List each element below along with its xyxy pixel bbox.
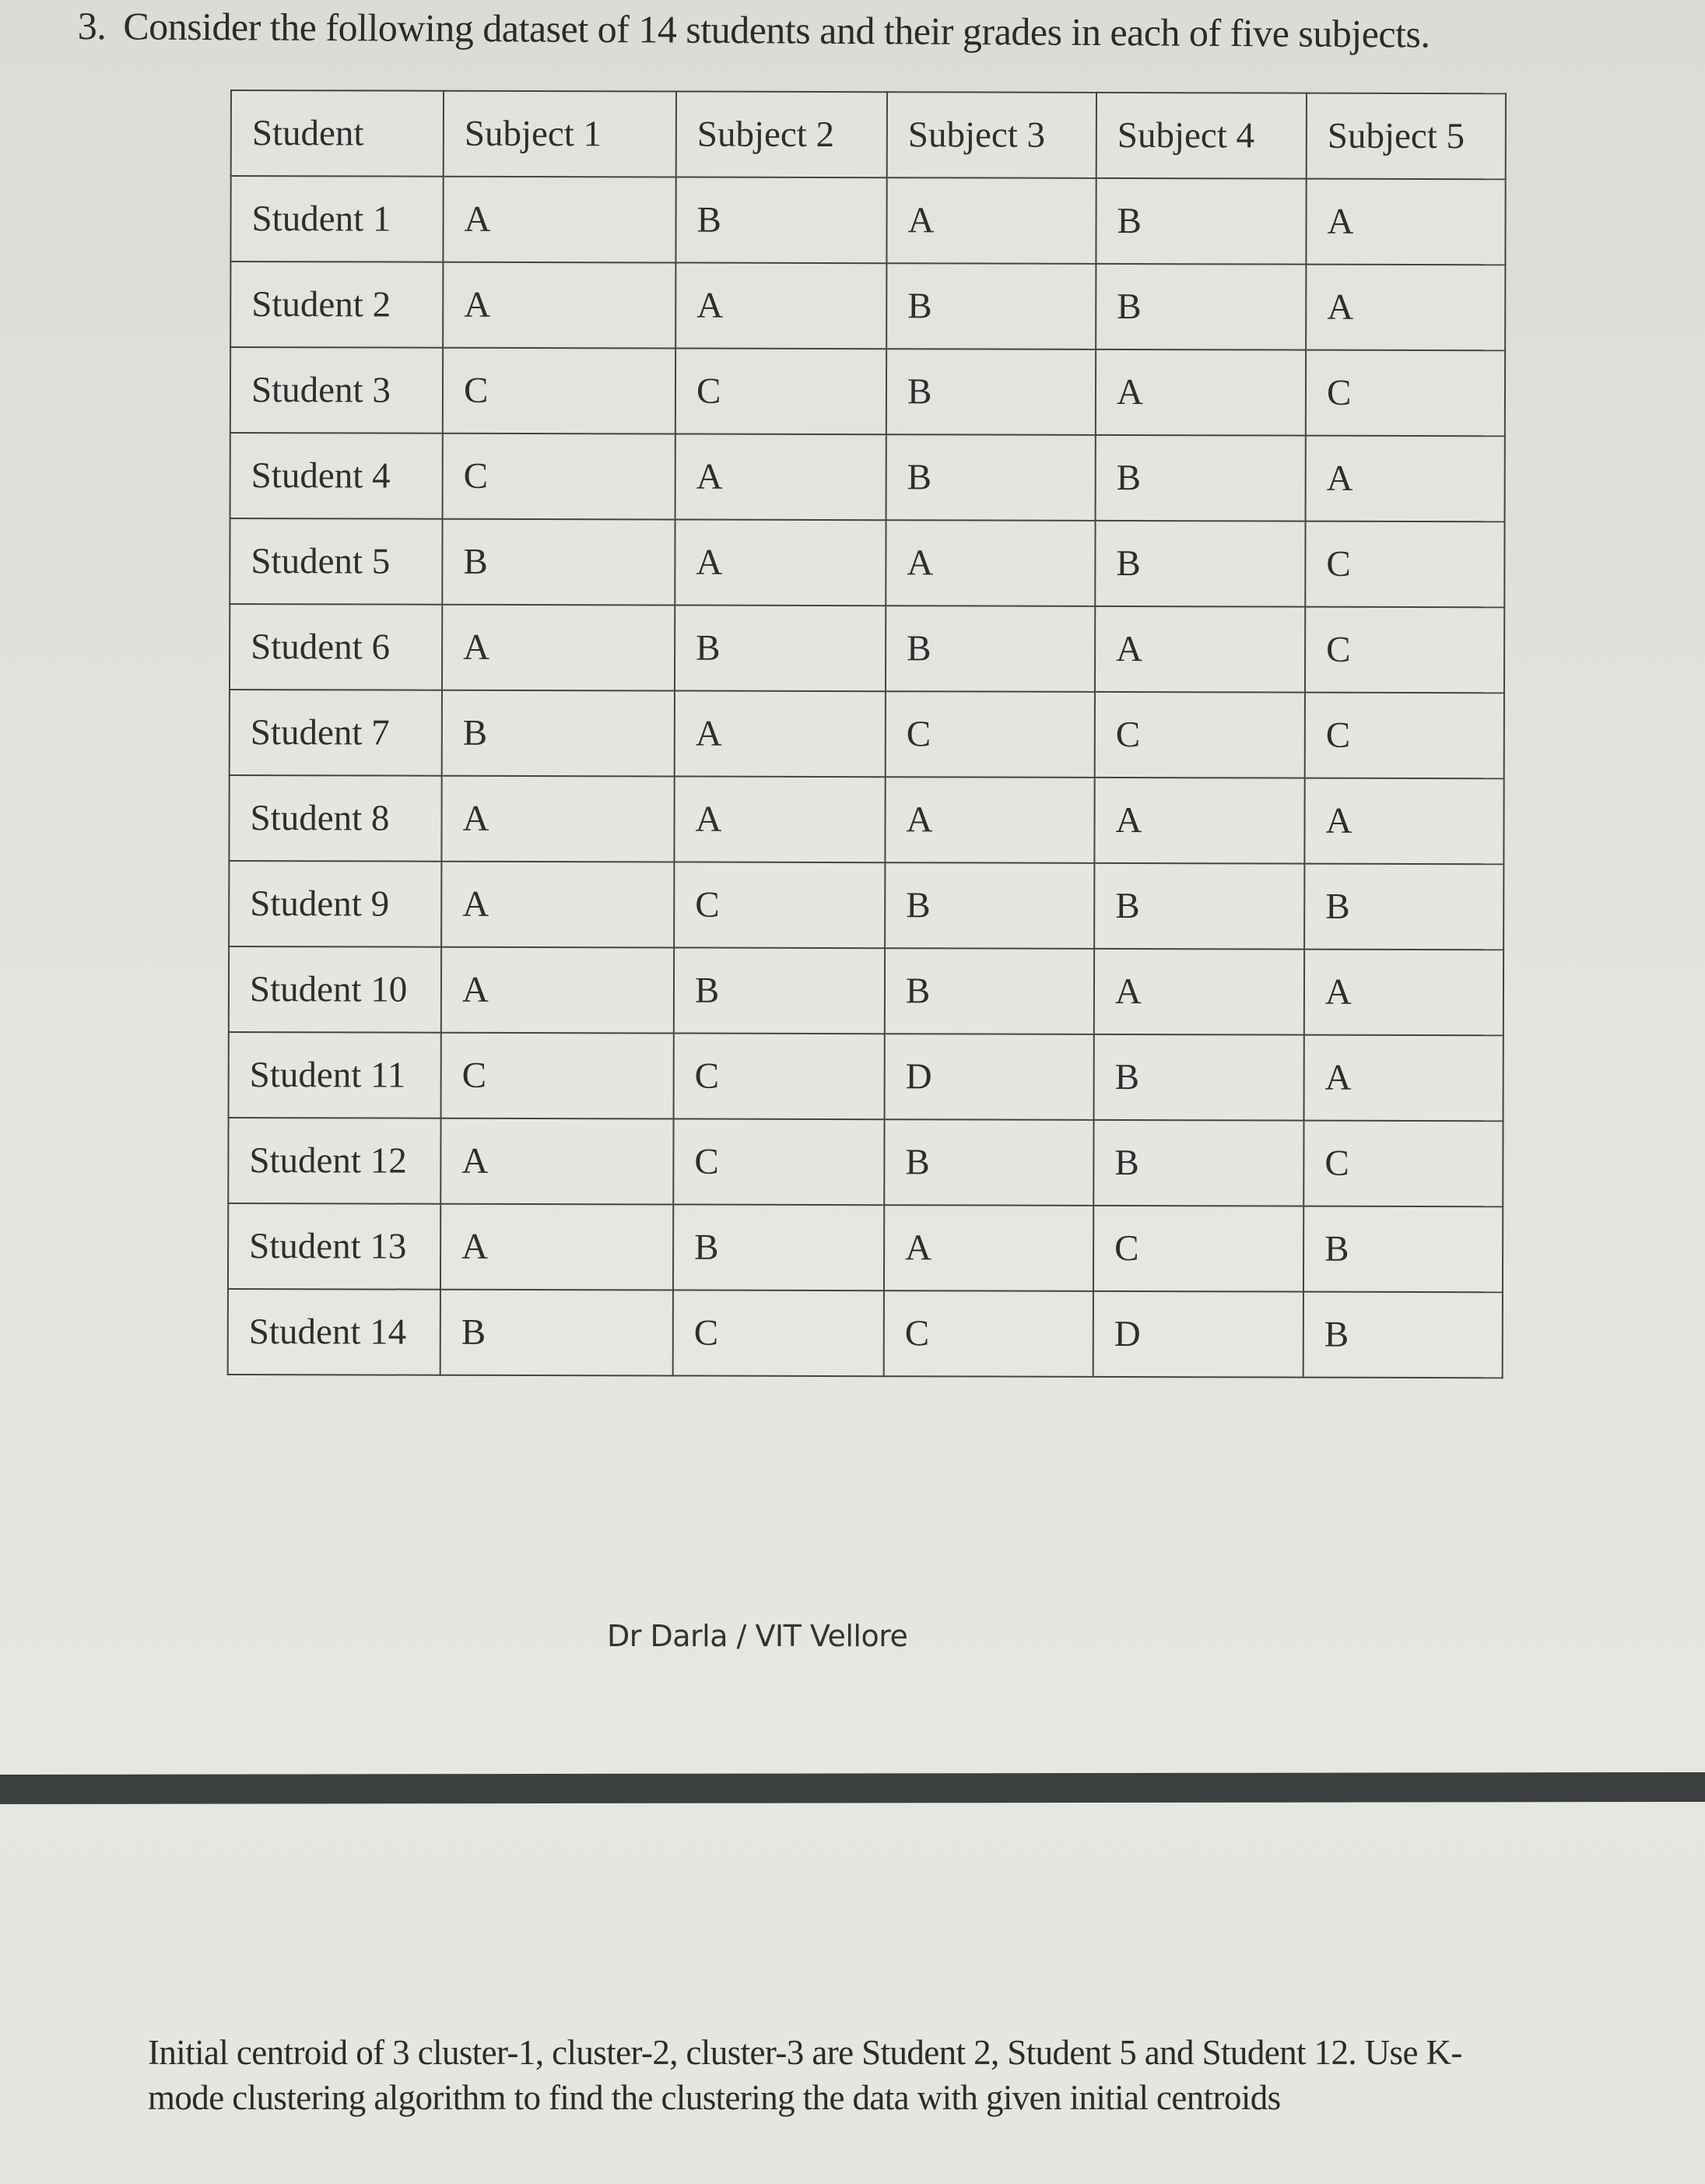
table-header-row xyxy=(231,90,1506,179)
grade-subject-1: B xyxy=(442,690,675,777)
grade-subject-2: B xyxy=(675,177,886,263)
student-name: Student 7 xyxy=(230,690,442,776)
grade-subject-3: B xyxy=(886,349,1096,435)
grade-subject-2: B xyxy=(674,947,885,1034)
grade-subject-3: A xyxy=(885,777,1094,863)
student-name: Student 2 xyxy=(230,262,443,348)
student-name: Student 11 xyxy=(229,1032,441,1118)
grade-subject-2: C xyxy=(675,348,886,434)
table-row xyxy=(230,433,1505,521)
header-subject-5: Subject 5 xyxy=(1307,93,1506,180)
grade-subject-1: C xyxy=(443,434,675,520)
question-number: 3. xyxy=(77,3,107,48)
grade-subject-5: B xyxy=(1304,864,1503,950)
grade-subject-2: A xyxy=(674,776,885,862)
grade-subject-2: A xyxy=(675,690,886,777)
grade-subject-5: C xyxy=(1305,607,1504,693)
grade-subject-3: B xyxy=(886,263,1096,349)
grade-subject-3: D xyxy=(885,1034,1094,1120)
student-name: Student 3 xyxy=(230,347,443,434)
grade-subject-5: A xyxy=(1306,436,1505,522)
grade-subject-4: A xyxy=(1094,949,1304,1035)
header-subject-1: Subject 1 xyxy=(444,91,676,177)
grade-subject-4: D xyxy=(1093,1291,1303,1378)
table-row xyxy=(228,1289,1503,1378)
table-row xyxy=(230,176,1505,265)
footer-credit: Dr Darla / VIT Vellore xyxy=(607,1619,908,1653)
grade-subject-4: B xyxy=(1093,1120,1303,1206)
grade-subject-5: C xyxy=(1305,521,1504,608)
grade-subject-3: A xyxy=(886,177,1096,264)
grade-subject-5: A xyxy=(1304,1035,1503,1122)
grade-subject-5: C xyxy=(1306,350,1505,437)
grade-subject-5: A xyxy=(1306,179,1505,265)
grade-subject-1: A xyxy=(442,605,675,691)
table-row xyxy=(230,690,1504,778)
table-row xyxy=(230,518,1504,607)
grade-subject-1: C xyxy=(443,348,675,434)
grade-subject-4: B xyxy=(1094,1034,1304,1121)
grade-subject-3: B xyxy=(885,862,1094,949)
grade-subject-1: A xyxy=(440,1118,673,1205)
student-name: Student 13 xyxy=(228,1203,440,1290)
grade-subject-5: C xyxy=(1305,693,1504,779)
grade-subject-4: C xyxy=(1093,1206,1303,1292)
student-name: Student 14 xyxy=(228,1289,440,1375)
table-row xyxy=(230,262,1505,350)
grade-subject-4: B xyxy=(1096,264,1306,350)
student-name: Student 12 xyxy=(228,1118,440,1204)
grade-subject-3: A xyxy=(884,1205,1093,1291)
grade-subject-4: B xyxy=(1096,178,1306,265)
table-body xyxy=(228,176,1506,1378)
student-name: Student 8 xyxy=(229,775,441,862)
grade-subject-3: C xyxy=(884,1290,1093,1377)
student-name: Student 9 xyxy=(229,861,441,947)
question-heading-text: Consider the following dataset of 14 students and their grades in each of five subjects. xyxy=(123,4,1430,56)
grade-subject-2: A xyxy=(675,519,886,606)
grade-subject-2: B xyxy=(673,1204,884,1290)
grade-subject-4: A xyxy=(1094,778,1304,864)
grade-subject-1: B xyxy=(442,519,675,606)
grade-subject-5: B xyxy=(1303,1292,1503,1378)
grade-subject-5: A xyxy=(1306,265,1505,351)
grade-subject-4: B xyxy=(1096,435,1306,521)
grade-subject-1: A xyxy=(441,862,674,948)
student-name: Student 1 xyxy=(230,176,443,262)
question-text: Initial centroid of 3 cluster-1, cluster-2, cluster-3 are Student 2, Student 5 and Student 12. Use K-mode clustering algorithm to find the clustering the data with given initial centroids xyxy=(148,2033,1462,2117)
grade-subject-3: B xyxy=(885,948,1094,1034)
question-heading xyxy=(78,3,1430,57)
table-row xyxy=(229,1032,1503,1121)
grade-subject-2: C xyxy=(674,1033,885,1119)
grade-subject-5: A xyxy=(1304,950,1503,1036)
table-row xyxy=(229,946,1503,1035)
table-row xyxy=(228,1118,1503,1206)
grade-subject-5: B xyxy=(1303,1206,1503,1293)
grade-subject-4: B xyxy=(1094,863,1304,950)
grade-subject-1: A xyxy=(441,947,674,1034)
grade-subject-4: B xyxy=(1095,521,1305,607)
grade-subject-2: C xyxy=(673,1118,884,1205)
student-name: Student 4 xyxy=(230,433,443,519)
grade-subject-1: A xyxy=(443,262,675,349)
grade-subject-1: B xyxy=(440,1290,673,1376)
table-row xyxy=(230,604,1504,693)
header-subject-2: Subject 2 xyxy=(676,92,887,178)
grade-subject-1: A xyxy=(440,1204,673,1290)
grade-subject-5: C xyxy=(1303,1121,1503,1207)
grade-subject-2: B xyxy=(675,605,886,691)
grade-subject-1: A xyxy=(441,776,674,862)
grade-subject-4: C xyxy=(1095,692,1305,778)
grades-table xyxy=(227,90,1507,1378)
grade-subject-5: A xyxy=(1304,778,1503,865)
grade-subject-3: A xyxy=(886,520,1095,606)
page-divider xyxy=(0,1772,1705,1804)
grade-subject-1: A xyxy=(443,177,675,263)
table-row xyxy=(229,861,1503,950)
grade-subject-3: C xyxy=(886,691,1095,778)
student-name: Student 5 xyxy=(230,518,442,605)
grade-subject-4: A xyxy=(1096,349,1306,436)
header-subject-3: Subject 3 xyxy=(887,92,1096,178)
grade-subject-2: C xyxy=(674,862,885,948)
table-row xyxy=(230,347,1505,436)
grade-subject-3: B xyxy=(884,1119,1093,1206)
grade-subject-2: A xyxy=(675,434,886,520)
table-row xyxy=(229,775,1503,864)
student-name: Student 10 xyxy=(229,946,441,1033)
header-subject-4: Subject 4 xyxy=(1096,93,1307,179)
grade-subject-3: B xyxy=(886,434,1096,521)
grade-subject-2: C xyxy=(673,1290,884,1376)
student-name: Student 6 xyxy=(230,604,442,690)
grade-subject-4: A xyxy=(1095,606,1305,693)
grade-subject-3: B xyxy=(886,606,1095,692)
table-row xyxy=(228,1203,1503,1292)
grade-subject-1: C xyxy=(441,1033,674,1119)
grade-subject-2: A xyxy=(675,262,886,349)
header-student: Student xyxy=(231,90,444,177)
